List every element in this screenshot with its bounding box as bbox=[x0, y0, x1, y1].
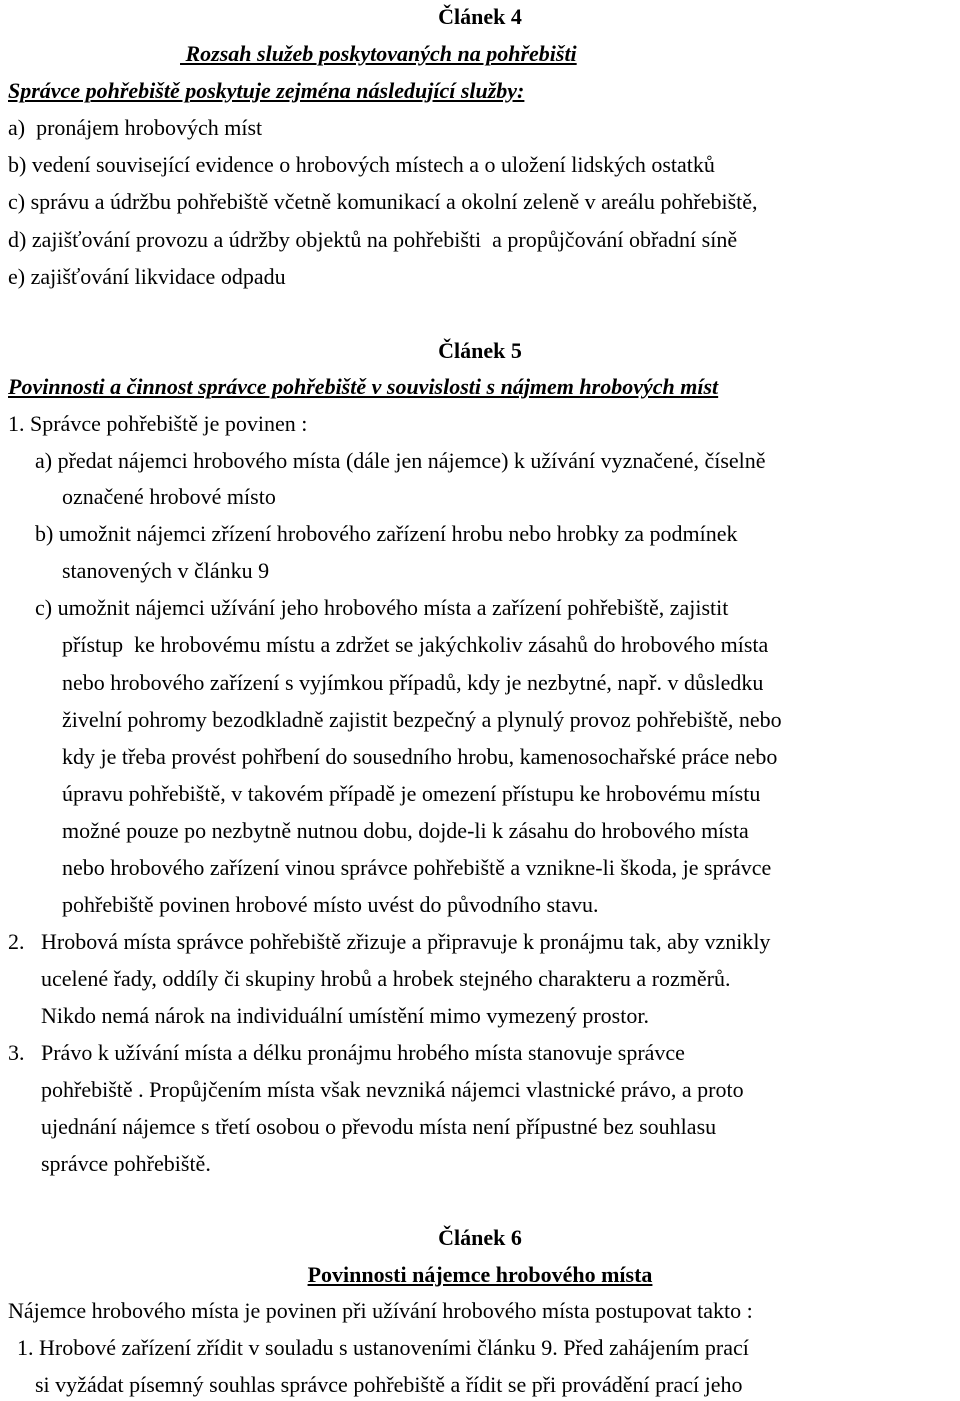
article5-p2-line: Nikdo nemá nárok na individuální umístění mimo vymezený prostor. bbox=[41, 1003, 649, 1028]
article5-p1c-line: nebo hrobového zařízení s vyjímkou případů, kdy je nezbytné, např. v důsledku bbox=[62, 670, 764, 695]
article5-p1c-line: c) umožnit nájemci užívání jeho hrobového místa a zařízení pohřebiště, zajistit bbox=[35, 595, 729, 620]
article4-item-c: c) správu a údržbu pohřebiště včetně komunikací a okolní zeleně v areálu pohřebiště, bbox=[8, 189, 758, 214]
article5-p1c-line: živelní pohromy bezodkladně zajistit bezpečný a plynulý provoz pohřebiště, nebo bbox=[62, 707, 782, 732]
article5-p2-line: ucelené řady, oddíly či skupiny hrobů a hrobek stejného charakteru a rozměrů. bbox=[41, 966, 731, 991]
article4-heading: Článek 4 bbox=[438, 4, 522, 29]
article5-p1a-line: a) předat nájemci hrobového místa (dále jen nájemce) k užívání vyznačené, číselně bbox=[35, 448, 766, 473]
article6-lead: Nájemce hrobového místa je povinen při užívání hrobového místa postupovat takto : bbox=[8, 1298, 753, 1323]
article4-lead: Správce pohřebiště poskytuje zejména následující služby: bbox=[8, 78, 525, 103]
article6-heading: Článek 6 bbox=[438, 1225, 522, 1250]
article4-item-b: b) vedení související evidence o hrobových místech a o uložení lidských ostatků bbox=[8, 152, 715, 177]
article5-p1b-line: b) umožnit nájemci zřízení hrobového zařízení hrobu nebo hrobky za podmínek bbox=[35, 521, 738, 546]
article5-p3-line: Právo k užívání místa a délku pronájmu hrobého místa stanovuje správce bbox=[41, 1040, 685, 1065]
article5-p2-line: Hrobová místa správce pohřebiště zřizuje a připravuje k pronájmu tak, aby vznikly bbox=[41, 929, 771, 954]
article5-p3-line: pohřebiště . Propůjčením místa však nevzniká nájemci vlastnické právo, a proto bbox=[41, 1077, 744, 1102]
article4-item-a: a) pronájem hrobových míst bbox=[8, 115, 263, 140]
article5-subtitle: Povinnosti a činnost správce pohřebiště v souvislosti s nájmem hrobových míst bbox=[8, 374, 719, 399]
article5-heading: Článek 5 bbox=[438, 338, 522, 363]
article5-p1c-line: kdy je třeba provést pohřbení do sousedního hrobu, kamenosochařské práce nebo bbox=[62, 744, 778, 769]
article5-p1c-line: přístup ke hrobovému místu a zdržet se jakýchkoliv zásahů do hrobového místa bbox=[62, 632, 769, 657]
article5-p1c-line: možné pouze po nezbytně nutnou dobu, dojde-li k zásahu do hrobového místa bbox=[62, 818, 749, 843]
article5-p1a-line: označené hrobové místo bbox=[62, 484, 276, 509]
article5-p3-line: správce pohřebiště. bbox=[41, 1151, 211, 1176]
article6-p1-line: 1. Hrobové zařízení zřídit v souladu s ustanoveními článku 9. Před zahájením prací bbox=[17, 1335, 749, 1360]
article4-item-d: d) zajišťování provozu a údržby objektů na pohřebišti a propůjčování obřadní síně bbox=[8, 227, 738, 252]
article5-p2-number: 2. bbox=[8, 929, 25, 954]
article5-p1c-line: úpravu pohřebiště, v takovém případě je omezení přístupu ke hrobovému místu bbox=[62, 781, 761, 806]
article5-p3-line: ujednání nájemce s třetí osobou o převodu místa není přípustné bez souhlasu bbox=[41, 1114, 717, 1139]
article5-p3-number: 3. bbox=[8, 1040, 25, 1065]
article6-p1-line: si vyžádat písemný souhlas správce pohřebiště a řídit se při provádění prací jeho bbox=[35, 1372, 743, 1397]
article5-p1c-line: pohřebiště povinen hrobové místo uvést do původního stavu. bbox=[62, 892, 599, 917]
article4-subtitle: Rozsah služeb poskytovaných na pohřebišti bbox=[180, 41, 577, 66]
article5-p1c-line: nebo hrobového zařízení vinou správce pohřebiště a vznikne-li škoda, je správce bbox=[62, 855, 772, 880]
article5-p1-intro: 1. Správce pohřebiště je povinen : bbox=[8, 411, 308, 436]
article5-p1b-line: stanovených v článku 9 bbox=[62, 558, 270, 583]
article6-subtitle: Povinnosti nájemce hrobového místa bbox=[307, 1262, 653, 1287]
article4-item-e: e) zajišťování likvidace odpadu bbox=[8, 264, 286, 289]
